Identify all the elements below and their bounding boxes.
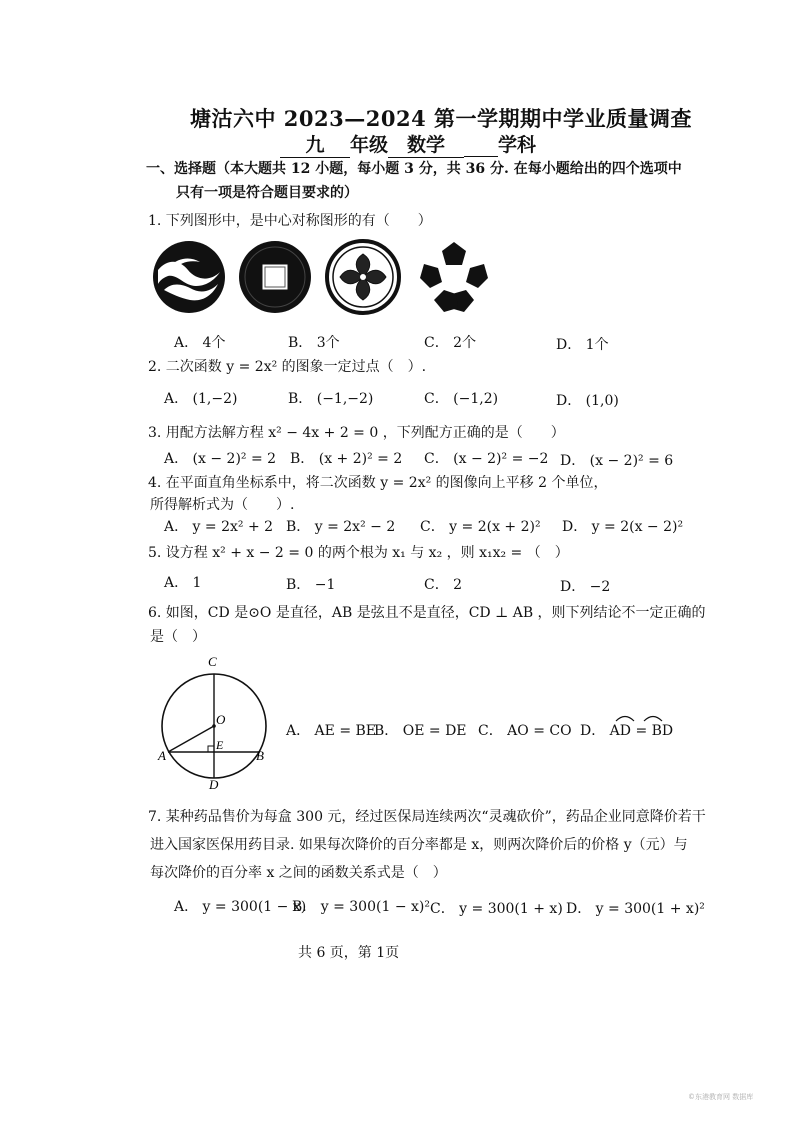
arc-marks-icon [614,712,664,722]
page-title: 塘沽六中 2023—2024 第一学期期中学业质量调查 [190,106,693,131]
question-2-option-d[interactable]: D． (1,0) [556,393,619,409]
question-4-option-b[interactable]: B． y = 2x² − 2 [286,519,396,535]
question-4-option-d[interactable]: D． y = 2(x − 2)² [562,519,684,535]
subject-label: 学科 [498,134,537,156]
question-5-option-a[interactable]: A． 1 [164,575,202,591]
question-4-option-a[interactable]: A． y = 2x² + 2 [164,519,274,535]
question-7-option-a[interactable]: A． y = 300(1 − x) [174,899,307,915]
point-label-o: O [216,712,226,727]
question-3-option-d[interactable]: D． (x − 2)² = 6 [560,453,674,469]
question-5-option-b[interactable]: B． −1 [286,577,336,593]
point-label-b: B [256,748,264,763]
question-4-option-c[interactable]: C． y = 2(x + 2)² [420,519,541,535]
point-label-d: D [209,777,219,790]
yin-yang-figure-icon [150,238,228,316]
question-1-option-d[interactable]: D． 1个 [556,337,609,353]
question-1-stem: 1. 下列图形中，是中心对称图形的有（ ） [148,213,432,229]
question-6-stem: 6. 如图，CD 是⊙O 是直径，AB 是弦且不是直径，CD ⊥ AB ，则下列结论不一定正确的 [148,605,706,621]
question-7-stem-cont1: 进入国家医保用药目录. 如果每次降价的百分率都是 x，则两次降价后的价格 y（元）与 [150,837,688,853]
question-5-option-c[interactable]: C． 2 [424,577,463,593]
subtitle [280,130,536,158]
question-6-option-a[interactable]: A． AE = BE [286,723,377,739]
question-7-option-d[interactable]: D． y = 300(1 + x)² [566,901,705,917]
question-3-stem: 3. 用配方法解方程 x² − 4x + 2 = 0 ，下列配方正确的是（ ） [148,425,565,441]
question-1-option-b[interactable]: B． 3个 [288,335,340,351]
question-4-stem: 4. 在平面直角坐标系中，将二次函数 y = 2x² 的图像向上平移 2 个单位， [148,475,608,491]
point-label-c: C [208,654,217,669]
question-7-option-b[interactable]: B． y = 300(1 − x)² [292,899,430,915]
grade-value: 九 [280,130,350,158]
question-1-figures [150,238,500,318]
watermark-text: ©东港教育网 数据库 [688,1093,754,1101]
question-7-stem: 7. 某种药品售价为每盒 300 元，经过医保局连续两次“灵魂砍价”，药品企业同意降价若干 [148,809,706,825]
section-heading-line1: 一、选择题（本大题共 12 小题，每小题 3 分，共 36 分. 在每小题给出的四个选项中 [146,161,682,177]
question-6-option-b[interactable]: B． OE = DE [374,723,467,739]
five-pentagons-figure-icon [414,238,494,318]
page-footer: 共 6 页，第 1页 [298,945,400,961]
question-3-option-a[interactable]: A． (x − 2)² = 2 [164,451,277,467]
question-6-option-c[interactable]: C． AO = CO [478,723,572,739]
question-2-stem: 2. 二次函数 y = 2x² 的图象一定过点（ ）. [148,359,427,375]
question-5-option-d[interactable]: D． −2 [560,579,611,595]
question-5-stem: 5. 设方程 x² + x − 2 = 0 的两个根为 x₁ 与 x₂ ，则 x₁x₂ = （ ） [148,545,569,561]
question-3-option-b[interactable]: B． (x + 2)² = 2 [290,451,403,467]
question-1-option-a[interactable]: A． 4个 [174,335,226,351]
point-label-e: E [216,738,224,752]
point-label-a: A [158,748,166,763]
circle-square-figure-icon [236,238,314,316]
question-3-option-c[interactable]: C． (x − 2)² = −2 [424,451,549,467]
question-6-option-d[interactable]: D． AD = BD [580,723,674,739]
question-7-stem-cont2: 每次降价的百分率 x 之间的函数关系式是（ ） [150,865,447,881]
grade-label: 年级 [350,134,389,156]
question-2-option-b[interactable]: B． (−1,−2) [288,391,374,407]
subject-value: 数学 [388,130,464,158]
four-petal-figure-icon [324,238,402,316]
question-1-option-c[interactable]: C． 2个 [424,335,477,351]
question-2-option-a[interactable]: A． (1,−2) [164,391,238,407]
subject-blank [464,134,498,157]
section-heading-line2: 只有一项是符合题目要求的） [176,185,358,201]
question-6-stem-cont: 是（ ） [150,629,206,645]
question-7-option-c[interactable]: C． y = 300(1 + x) [430,901,563,917]
question-4-stem-cont: 所得解析式为（ ）. [150,497,295,513]
circle-diagram-figure [156,652,274,790]
question-2-option-c[interactable]: C． (−1,2) [424,391,499,407]
